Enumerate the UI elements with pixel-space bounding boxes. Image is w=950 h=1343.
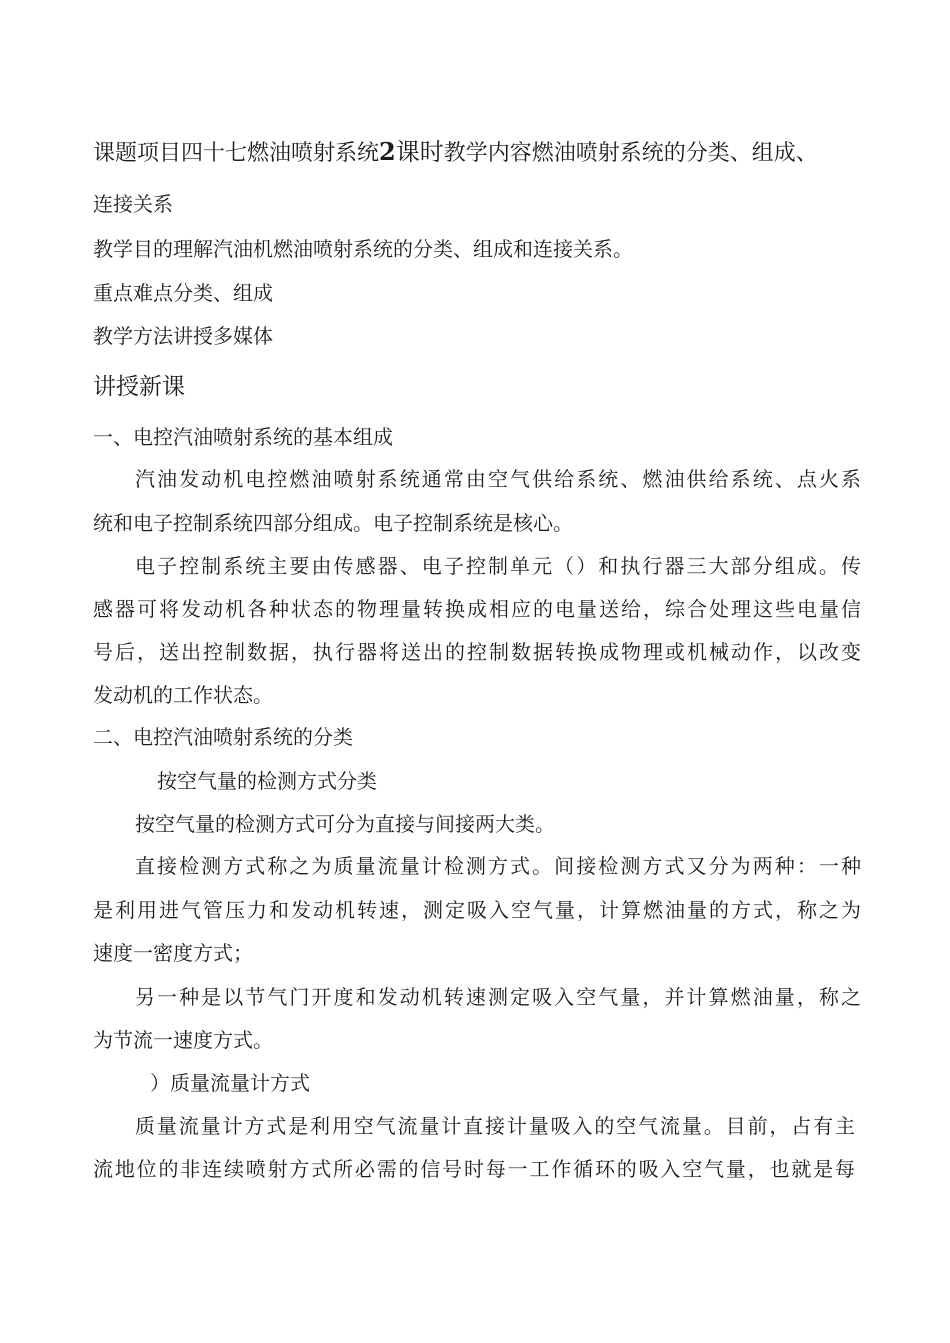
hours-number: 2 [379, 137, 396, 166]
section-2-paragraph-3-line-2: 为节流一速度方式。 [93, 1028, 273, 1052]
section-2-paragraph-1: 按空气量的检测方式可分为直接与间接两大类。 [135, 812, 555, 836]
section-2-heading: 二、电控汽油喷射系统的分类 [93, 725, 353, 749]
key-points: 重点难点分类、组成 [93, 281, 273, 305]
teaching-objective: 教学目的理解汽油机燃油喷射系统的分类、组成和连接关系。 [93, 237, 633, 261]
section-2-paragraph-2-line-1: 直接检测方式称之为质量流量计检测方式。间接检测方式又分为两种：一种 [135, 854, 861, 878]
section-2-paragraph-2-line-2: 是利用进气管压力和发动机转速，测定吸入空气量，计算燃油量的方式，称之为 [93, 898, 861, 922]
lecture-heading: 讲授新课 [93, 374, 185, 400]
course-title-part1: 课题项目四十七燃油喷射系统 [93, 141, 380, 166]
section-1-paragraph-2-line-1: 电子控制系统主要由传感器、电子控制单元（）和执行器三大部分组成。传 [135, 554, 861, 578]
section-1-paragraph-1-line-2: 统和电子控制系统四部分组成。电子控制系统是核心。 [93, 511, 573, 535]
section-2-paragraph-3-line-1: 另一种是以节气门开度和发动机转速测定吸入空气量，并计算燃油量，称之 [135, 985, 861, 1009]
section-2-paragraph-4-line-2: 流地位的非连续喷射方式所必需的信号时每一工作循环的吸入空气量，也就是每 [93, 1157, 855, 1181]
section-2-paragraph-2-line-3: 速度一密度方式； [93, 941, 253, 965]
section-1-paragraph-2-line-3: 号后，送出控制数据，执行器将送出的控制数据转换成物理或机械动作，以改变 [93, 640, 861, 664]
content-label: 教学内容燃油喷射系统的分类、组成、 [443, 141, 818, 166]
section-1-heading: 一、电控汽油喷射系统的基本组成 [93, 425, 393, 449]
section-1-paragraph-2-line-4: 发动机的工作状态。 [93, 683, 273, 707]
section-2-subheading-2: ）质量流量计方式 [150, 1071, 310, 1095]
section-2-subheading-1: 按空气量的检测方式分类 [157, 769, 377, 793]
section-1-paragraph-2-line-2: 感器可将发动机各种状态的物理量转换成相应的电量送给，综合处理这些电量信 [93, 597, 861, 621]
section-1-paragraph-1-line-1: 汽油发动机电控燃油喷射系统通常由空气供给系统、燃油供给系统、点火系 [135, 467, 861, 491]
course-title-line [93, 138, 818, 168]
course-title-continuation: 连接关系 [93, 192, 173, 216]
section-2-paragraph-4-line-1: 质量流量计方式是利用空气流量计直接计量吸入的空气流量。目前，占有主 [135, 1114, 855, 1138]
teaching-method: 教学方法讲授多媒体 [93, 324, 273, 348]
hours-label: 课时 [395, 138, 444, 166]
